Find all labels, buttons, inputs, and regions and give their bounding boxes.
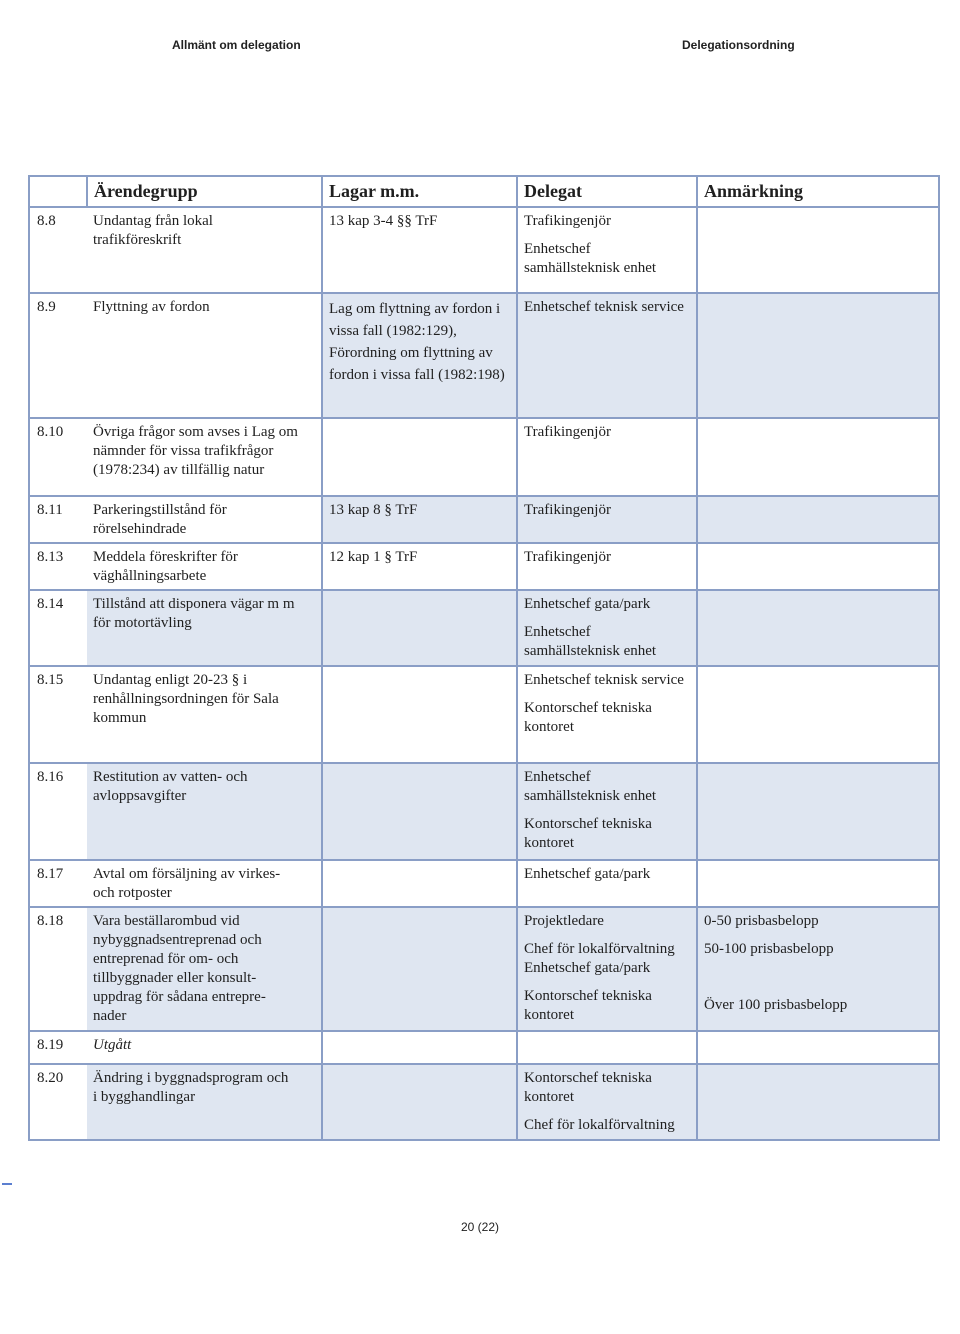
delegat-cell <box>517 860 697 907</box>
arendegrupp-line: Restitution av vatten- och avloppsavgifter <box>93 769 248 804</box>
delegat-entry: Kontorschef tekniska kontoret <box>524 816 652 851</box>
delegat-entry: Trafikingenjör <box>524 502 611 518</box>
arendegrupp-line: Tillstånd att disponera vägar m m för motortävling <box>93 596 295 631</box>
header-lagar: Lagar m.m. <box>322 176 517 207</box>
lagar-cell <box>322 860 517 907</box>
lagar-cell: 13 kap 8 § TrF <box>322 496 517 543</box>
header-arendegrupp: Ärendegrupp <box>87 176 322 207</box>
anmarkning-cell <box>697 907 939 1031</box>
page-number: 20 (22) <box>460 1220 500 1234</box>
delegat-entry: Chef för lokalförvaltning <box>524 941 675 957</box>
arendegrupp-line: Övriga frågor som avses i Lag om nämnder för vissa trafikfrågor (1978:234) av tillfällig natur <box>93 424 298 478</box>
anmarkning-cell <box>697 418 939 496</box>
table-row <box>29 543 939 590</box>
table-row <box>29 207 939 293</box>
delegat-cell <box>517 763 697 860</box>
table-row <box>29 860 939 907</box>
arendegrupp-line: Ändring i byggnadsprogram och <box>93 1070 289 1086</box>
table-row <box>29 907 939 1031</box>
arendegrupp-line: entreprenad för om- och <box>93 951 239 967</box>
arendegrupp-cell <box>87 1064 322 1140</box>
arendegrupp-line: Utgått <box>93 1037 132 1053</box>
header-section-title: Allmänt om delegation <box>172 38 301 52</box>
arendegrupp-line: nader <box>93 1008 127 1024</box>
arendegrupp-cell <box>87 293 322 418</box>
margin-mark <box>2 1183 12 1185</box>
delegat-entry: Kontorschef tekniska kontoret <box>524 700 652 735</box>
delegat-entry: Enhetschef teknisk service <box>524 299 684 315</box>
arendegrupp-cell <box>87 860 322 907</box>
anmarkning-entry: 50-100 prisbasbelopp <box>704 941 834 957</box>
anmarkning-cell <box>697 543 939 590</box>
arendegrupp-cell <box>87 496 322 543</box>
anmarkning-cell <box>697 207 939 293</box>
table-row <box>29 763 939 860</box>
arendegrupp-cell <box>87 207 322 293</box>
anmarkning-cell <box>697 590 939 666</box>
delegat-entry: Enhetschef samhällsteknisk enhet <box>524 769 657 804</box>
anmarkning-entry: Över 100 prisbasbelopp <box>704 997 848 1013</box>
lagar-cell <box>322 590 517 666</box>
arendegrupp-line: Parkeringstillstånd för rörelsehindrade <box>93 502 227 537</box>
delegat-entry: Enhetschef gata/park <box>524 960 651 976</box>
delegat-cell <box>517 418 697 496</box>
arendegrupp-line: trafikföreskrift <box>93 232 182 248</box>
delegat-cell <box>517 590 697 666</box>
delegat-cell <box>517 1031 697 1064</box>
header-delegat: Delegat <box>517 176 697 207</box>
lagar-cell: 13 kap 3-4 §§ TrF <box>322 207 517 293</box>
table-header-row <box>29 176 939 207</box>
delegation-table <box>28 175 940 1141</box>
arendegrupp-cell <box>87 418 322 496</box>
arendegrupp-cell <box>87 1031 322 1064</box>
delegat-cell <box>517 543 697 590</box>
delegat-entry: Chef för lokalförvaltning <box>524 1117 675 1133</box>
row-number: 8.9 <box>29 293 87 418</box>
header-num-cell <box>29 176 87 207</box>
delegat-entry: Enhetschef gata/park <box>524 866 651 882</box>
delegat-entry: Enhetschef samhällsteknisk enhet <box>524 624 657 659</box>
arendegrupp-cell <box>87 763 322 860</box>
lagar-cell: 12 kap 1 § TrF <box>322 543 517 590</box>
anmarkning-cell <box>697 1031 939 1064</box>
anmarkning-cell <box>697 666 939 763</box>
delegat-cell <box>517 293 697 418</box>
anmarkning-cell <box>697 1064 939 1140</box>
anmarkning-cell <box>697 293 939 418</box>
row-number: 8.10 <box>29 418 87 496</box>
row-number: 8.15 <box>29 666 87 763</box>
anmarkning-cell <box>697 860 939 907</box>
anmarkning-entry: 0-50 prisbasbelopp <box>704 913 819 929</box>
delegat-entry: Trafikingenjör <box>524 213 611 229</box>
arendegrupp-cell <box>87 907 322 1031</box>
delegat-cell <box>517 207 697 293</box>
arendegrupp-cell <box>87 666 322 763</box>
header-anmarkning: Anmärkning <box>697 176 939 207</box>
row-number: 8.14 <box>29 590 87 666</box>
lagar-cell <box>322 907 517 1031</box>
delegat-entry: Kontorschef tekniska kontoret <box>524 988 652 1023</box>
lagar-cell <box>322 1031 517 1064</box>
row-number: 8.19 <box>29 1031 87 1064</box>
table-row <box>29 1031 939 1064</box>
lagar-cell <box>322 418 517 496</box>
delegat-cell <box>517 1064 697 1140</box>
delegat-cell <box>517 496 697 543</box>
arendegrupp-line: Vara beställarombud vid <box>93 913 240 929</box>
arendegrupp-line: och rotposter <box>93 885 172 901</box>
arendegrupp-line: Avtal om försäljning av virkes- <box>93 866 281 882</box>
arendegrupp-cell <box>87 590 322 666</box>
arendegrupp-line: Flyttning av fordon <box>93 299 210 315</box>
arendegrupp-line: i bygghandlingar <box>93 1089 196 1105</box>
delegat-entry: Trafikingenjör <box>524 549 611 565</box>
table-row <box>29 496 939 543</box>
arendegrupp-line: nybyggnadsentreprenad och <box>93 932 262 948</box>
arendegrupp-cell <box>87 543 322 590</box>
row-number: 8.18 <box>29 907 87 1031</box>
delegat-entry: Kontorschef tekniska kontoret <box>524 1070 652 1105</box>
row-number: 8.16 <box>29 763 87 860</box>
lagar-cell: Lag om flyttning av fordon i vissa fall (1982:129), Förordning om flyttning av fordon i vissa fall (1982:198) <box>322 293 517 418</box>
delegat-cell <box>517 666 697 763</box>
lagar-cell <box>322 666 517 763</box>
table-row <box>29 1064 939 1140</box>
row-number: 8.8 <box>29 207 87 293</box>
table-row <box>29 666 939 763</box>
table-row <box>29 590 939 666</box>
delegat-entry: Enhetschef teknisk service <box>524 672 684 688</box>
row-number: 8.17 <box>29 860 87 907</box>
arendegrupp-line: Undantag från lokal <box>93 213 213 229</box>
arendegrupp-line: Undantag enligt 20-23 § i renhållningsordningen för Sala kommun <box>93 672 279 726</box>
delegat-entry: Enhetschef gata/park <box>524 596 651 612</box>
delegat-cell <box>517 907 697 1031</box>
row-number: 8.20 <box>29 1064 87 1140</box>
arendegrupp-line: uppdrag för sådana entrepre- <box>93 989 266 1005</box>
delegat-entry: Trafikingenjör <box>524 424 611 440</box>
lagar-cell <box>322 763 517 860</box>
row-number: 8.13 <box>29 543 87 590</box>
row-number: 8.11 <box>29 496 87 543</box>
arendegrupp-line: Meddela föreskrifter för väghållningsarbete <box>93 549 238 584</box>
anmarkning-cell <box>697 763 939 860</box>
anmarkning-cell <box>697 496 939 543</box>
table-row <box>29 418 939 496</box>
table-row <box>29 293 939 418</box>
lagar-cell <box>322 1064 517 1140</box>
delegat-entry: Enhetschef samhällsteknisk enhet <box>524 241 657 276</box>
arendegrupp-line: tillbyggnader eller konsult- <box>93 970 257 986</box>
delegat-entry: Projektledare <box>524 913 604 929</box>
header-document-title: Delegationsordning <box>682 38 795 52</box>
